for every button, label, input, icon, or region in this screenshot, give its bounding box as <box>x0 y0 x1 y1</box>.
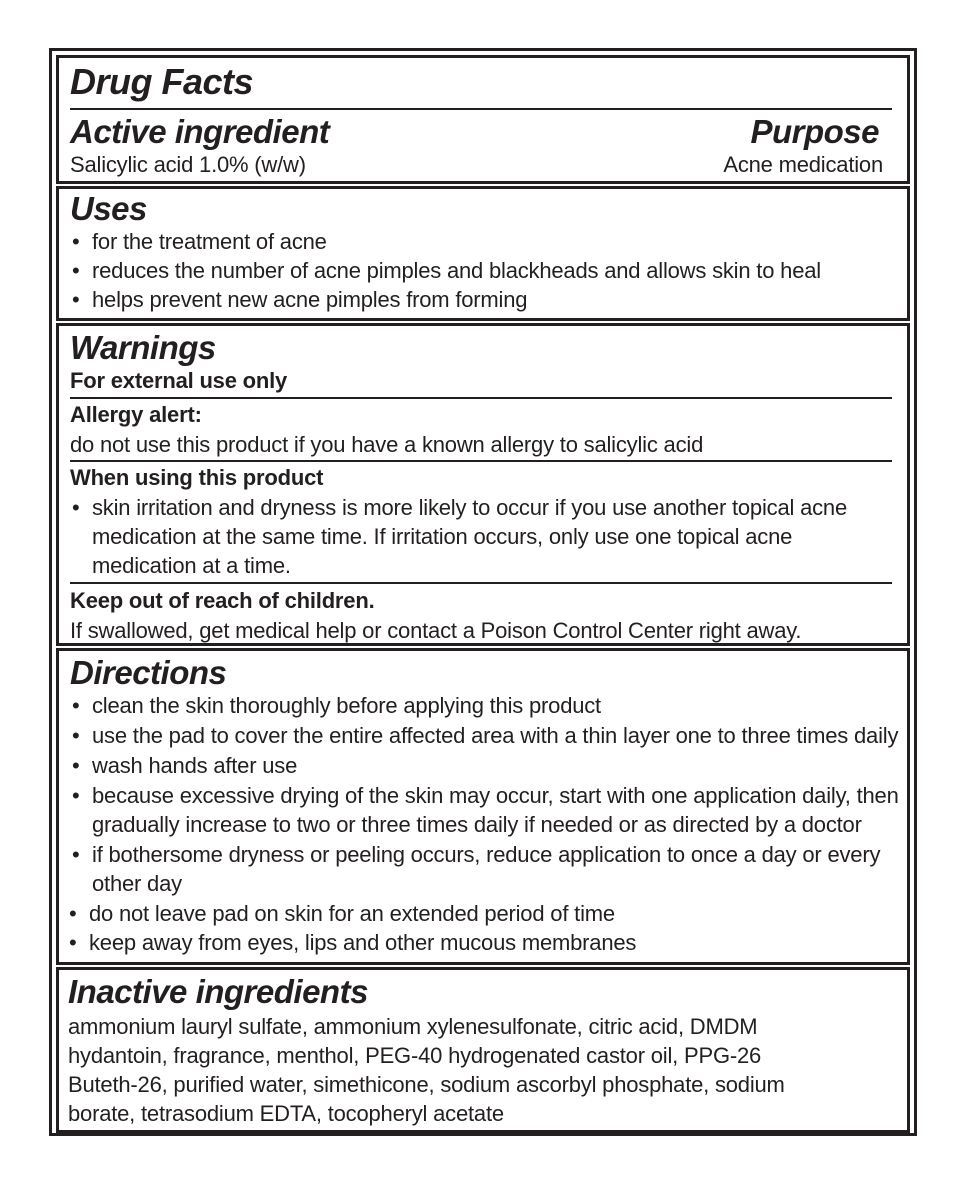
direction-item: keep away from eyes, lips and other mucous membranes <box>89 930 637 955</box>
bullet-icon: • <box>72 258 80 283</box>
title-divider <box>70 108 892 110</box>
bullet-icon: • <box>72 783 80 808</box>
bullet-icon: • <box>72 723 80 748</box>
uses-heading: Uses <box>70 190 147 227</box>
warnings-divider <box>70 460 892 462</box>
direction-item: wash hands after use <box>92 753 298 778</box>
directions-heading: Directions <box>70 654 227 691</box>
warnings-section <box>56 323 910 646</box>
when-using-text: skin irritation and dryness is more likely to occur if you use another topical acne <box>92 495 847 520</box>
use-item: helps prevent new acne pimples from forming <box>92 287 528 312</box>
direction-item: clean the skin thoroughly before applying this product <box>92 693 601 718</box>
purpose-value: Acne medication <box>723 152 883 177</box>
direction-item-continued: other day <box>92 871 182 896</box>
bullet-icon: • <box>72 842 80 867</box>
keep-out-text: If swallowed, get medical help or contact a Poison Control Center right away. <box>70 618 802 643</box>
bullet-icon: • <box>72 495 80 520</box>
allergy-alert-heading: Allergy alert: <box>70 402 202 427</box>
direction-item: do not leave pad on skin for an extended period of time <box>89 901 615 926</box>
when-using-heading: When using this product <box>70 465 324 490</box>
use-item: for the treatment of acne <box>92 229 327 254</box>
inactive-ingredients-text: Buteth-26, purified water, simethicone, sodium ascorbyl phosphate, sodium <box>68 1072 785 1097</box>
inactive-ingredients-heading: Inactive ingredients <box>68 973 368 1010</box>
active-ingredient-section <box>56 55 910 184</box>
purpose-heading: Purpose <box>750 113 879 150</box>
bullet-icon: • <box>72 753 80 778</box>
bullet-icon: • <box>72 693 80 718</box>
when-using-text: medication at the same time. If irritation occurs, only use one topical acne <box>92 524 793 549</box>
direction-item: use the pad to cover the entire affected area with a thin layer one to three times daily <box>92 723 899 748</box>
warnings-divider <box>70 582 892 584</box>
direction-item: if bothersome dryness or peeling occurs, reduce application to once a day or every <box>92 842 881 867</box>
direction-item: because excessive drying of the skin may occur, start with one application daily, then <box>92 783 899 808</box>
inactive-ingredients-text: ammonium lauryl sulfate, ammonium xylenesulfonate, citric acid, DMDM <box>68 1014 758 1039</box>
keep-out-heading: Keep out of reach of children. <box>70 588 375 613</box>
external-use-text: For external use only <box>70 368 288 393</box>
inactive-ingredients-text: hydantoin, fragrance, menthol, PEG-40 hydrogenated castor oil, PPG-26 <box>68 1043 762 1068</box>
bullet-icon: • <box>72 287 80 312</box>
warnings-heading: Warnings <box>70 329 216 366</box>
active-ingredient-value: Salicylic acid 1.0% (w/w) <box>70 152 306 177</box>
inactive-ingredients-text: borate, tetrasodium EDTA, tocopheryl acetate <box>68 1101 504 1126</box>
drug-facts-title: Drug Facts <box>70 61 254 102</box>
allergy-alert-text: do not use this product if you have a known allergy to salicylic acid <box>70 432 704 457</box>
uses-section <box>56 186 910 321</box>
warnings-divider <box>70 397 892 399</box>
inactive-ingredients-section <box>56 967 910 1133</box>
when-using-text: medication at a time. <box>92 553 291 578</box>
bullet-icon: • <box>69 930 77 955</box>
drug-facts-panel <box>49 48 917 1136</box>
direction-item-continued: gradually increase to two or three times daily if needed or as directed by a doctor <box>92 812 862 837</box>
use-item: reduces the number of acne pimples and blackheads and allows skin to heal <box>92 258 821 283</box>
bullet-icon: • <box>72 229 80 254</box>
active-ingredient-heading: Active ingredient <box>70 113 330 150</box>
bullet-icon: • <box>69 901 77 926</box>
directions-section <box>56 648 910 965</box>
